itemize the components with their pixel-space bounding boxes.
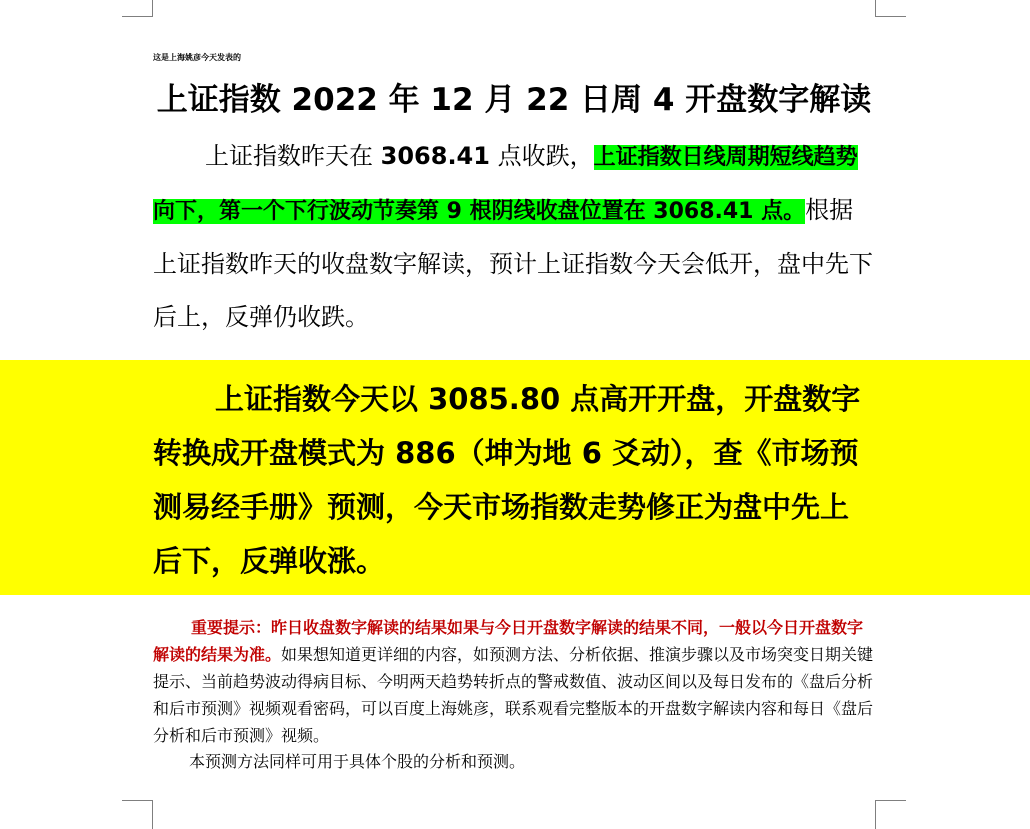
trend-highlight: 上证指数日线周期短线趋势向下，第一个下行波动节奏第 9 根阴线收盘位置在 3068.41 点。 (153, 145, 858, 224)
paragraph-previous-close (153, 130, 875, 344)
open-analysis-text: 上证指数今天以 3085.80 点高开开盘，开盘数字转换成开盘模式为 886（坤为地 6 爻动），查《市场预测易经手册》预测，今天市场指数走势修正为盘中先上后下，反弹收涨。 (153, 382, 861, 578)
applicability-note-text: 本预测方法同样可用于具体个股的分析和预测。 (189, 752, 526, 771)
notice-body: 如果想知道更详细的内容，如预测方法、分析依据、推演步骤以及市场突变日期关键提示、当前趋势波动得病目标、今明两天趋势转折点的警戒数值、波动区间以及每日发布的《盘后分析和后市预测》视频观看密码，可以百度上海姚彦，联系观看完整版本的开盘数字解读内容和每日《盘后分析和后市预测》视频。 (153, 645, 874, 745)
crop-mark-bottom-right (875, 800, 906, 829)
close-value: 3068.41 (380, 142, 490, 170)
para1-text-start: 上证指数昨天在 (205, 142, 381, 170)
applicability-note (153, 748, 875, 775)
document-title: 上证指数 2022 年 12 月 22 日周 4 开盘数字解读 (156, 82, 872, 118)
important-notice-label: 重要提示：昨日收盘数字解读的结果如果与今日开盘数字解读的结果不同，一般以今日开盘数字解读的结果为准。 (153, 618, 864, 664)
crop-mark-bottom-left (122, 800, 153, 829)
crop-mark-top-right (875, 0, 906, 17)
important-notice (153, 614, 875, 749)
para1-forecast: 根据上证指数昨天的收盘数字解读，预计上证指数今天会低开，盘中先下后上，反弹仍收跌。 (153, 196, 873, 331)
source-note: 这是上海姚彦今天发表的 (153, 53, 241, 62)
paragraph-open-analysis (153, 372, 875, 588)
para1-text-mid: 点收跌， (489, 142, 594, 170)
crop-mark-top-left (122, 0, 153, 17)
